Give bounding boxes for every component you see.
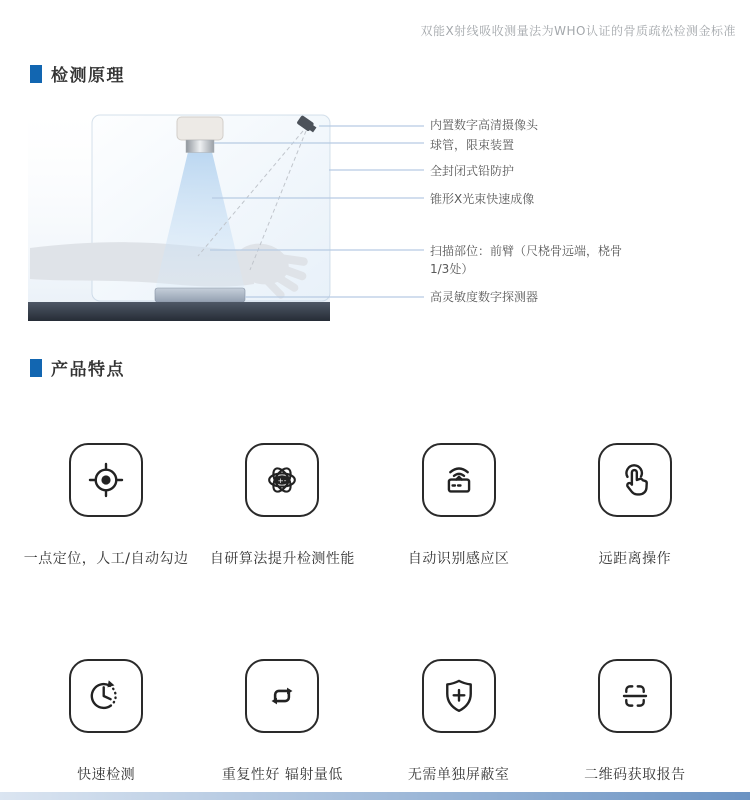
header-note: 双能X射线吸收测量法为WHO认证的骨质疏松检测金标准 xyxy=(420,24,736,38)
label-detector: 高灵敏度数字探测器 xyxy=(430,290,539,304)
atom-symbol: +- xyxy=(277,475,287,485)
scanner-diagram-art xyxy=(0,98,750,338)
label-cone-beam: 锥形X光束快速成像 xyxy=(430,192,535,206)
sensor-wifi-icon xyxy=(422,443,496,517)
principle-title-text: 检测原理 xyxy=(51,66,125,86)
features-title-text: 产品特点 xyxy=(51,360,125,380)
feature-label: 重复性好 辐射量低 xyxy=(221,767,343,783)
feature-auto-sensing xyxy=(371,443,547,568)
label-tube: 球管，限束装置 xyxy=(430,138,515,152)
feature-no-shield-room xyxy=(371,659,547,784)
feature-fast-detection xyxy=(18,659,194,784)
footer-accent-bar xyxy=(0,792,750,800)
feature-label: 无需单独屏蔽室 xyxy=(407,767,510,783)
hand-tap-icon xyxy=(598,443,672,517)
digital-detector-plate xyxy=(155,288,245,302)
device-base xyxy=(28,302,330,321)
target-icon xyxy=(69,443,143,517)
label-scan-site: 扫描部位：前臂（尺桡骨远端，桡骨1/3处） xyxy=(430,244,623,276)
atom-icon xyxy=(245,443,319,517)
feature-one-point-positioning xyxy=(18,443,194,568)
feature-repeatability xyxy=(194,659,370,784)
shield-plus-icon xyxy=(422,659,496,733)
feature-qr-report xyxy=(547,659,723,784)
feature-label: 自动识别感应区 xyxy=(407,551,510,567)
scanner-head xyxy=(177,117,223,140)
features-section-title xyxy=(30,355,125,380)
title-marker-icon xyxy=(30,359,42,377)
features-grid xyxy=(18,443,723,784)
qr-scan-icon xyxy=(598,659,672,733)
label-camera: 内置数字高清摄像头 xyxy=(430,118,539,132)
principle-diagram xyxy=(0,98,750,338)
clock-fast-icon xyxy=(69,659,143,733)
xray-tube-collimator xyxy=(186,140,214,153)
feature-label: 快速检测 xyxy=(77,767,136,783)
label-lead-shield: 全封闭式铅防护 xyxy=(430,164,515,178)
feature-label: 自研算法提升检测性能 xyxy=(209,551,355,567)
feature-label: 远距离操作 xyxy=(598,551,672,567)
feature-remote-operation xyxy=(547,443,723,568)
feature-algorithm xyxy=(194,443,370,568)
principle-section-title xyxy=(30,61,125,86)
repeat-icon xyxy=(245,659,319,733)
title-marker-icon xyxy=(30,65,42,83)
feature-label: 二维码获取报告 xyxy=(584,767,686,783)
feature-label: 一点定位，人工/自动勾边 xyxy=(23,551,189,567)
